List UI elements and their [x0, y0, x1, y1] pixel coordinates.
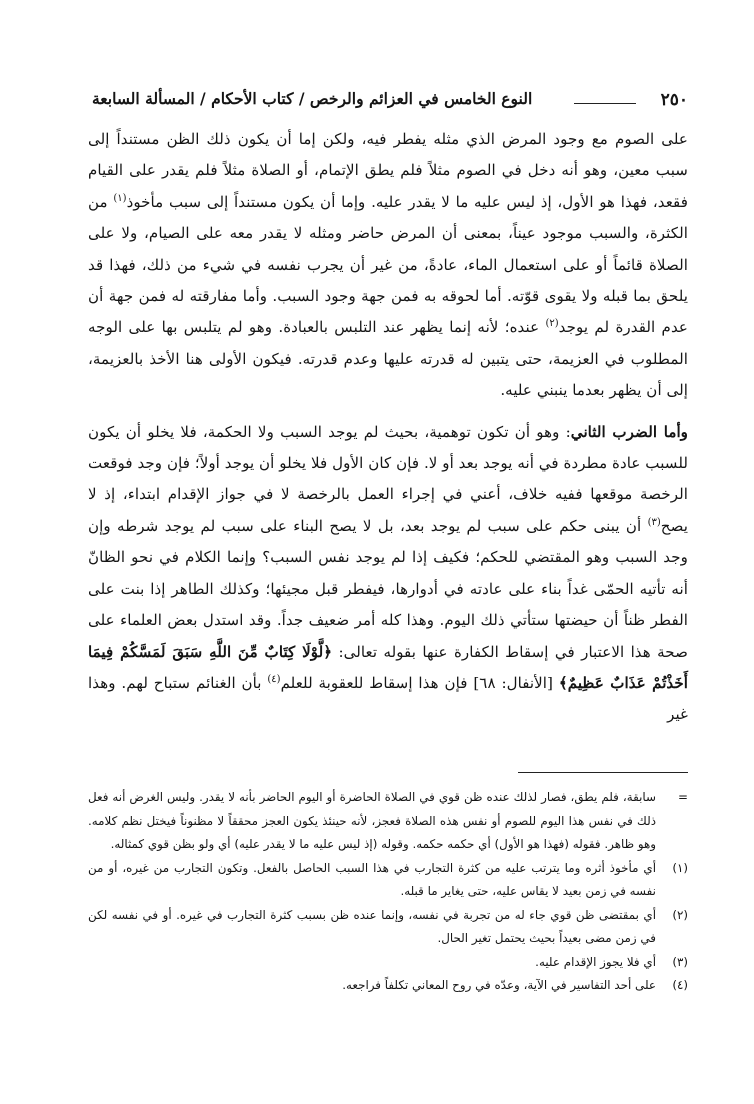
footnote-text: سابقة، فلم يطق، فصار لذلك عنده ظن قوي في الصلاة الحاضرة أو اليوم الحاضر بأنه لا يقدر. وليس الغرض أنه فعل ذلك في نفس هذا اليوم للصوم أو نفس هذه الصلاة فعجز، لأنه حينئذ يكون العجز محققاً لا مظنوناً فيختل نظم كلامه. وهو ظاهر. فقوله (فهذا هو الأول) أي حكمه حكمه. وقوله (إذ ليس عليه ما لا يقدر عليه) أي ولو بظن قوي كمثاله.	[88, 790, 656, 851]
footnote-ref-1[interactable]: (١)	[113, 192, 127, 204]
footnote-ref-4[interactable]: (٤)	[267, 673, 281, 685]
footnotes	[88, 786, 688, 998]
paragraph-2-text-a: : وهو أن تكون توهمية، بحيث لم يوجد السبب ولا الحكمة، فلا يخلو أن يكون للسبب عادة مطردة في أنه يوجد بعد أو لا. فإن كان الأول فلا يخلو أن يوجد أولاً؛ فإن وجد فوقعت الرخصة موقعها ففيه خلاف، أعني في إجراء العمل بالرخصة لا في جواز الإقدام ابتداء، إذ لا يصح	[88, 422, 688, 535]
footnote-text: أي مأخوذ أثره وما يترتب عليه من كثرة التجارب في هذا السبب الحاصل بالفعل. وتكون التجارب من غيره، أو من نفسه في زمن بعيد لا يقاس عليه، حتى يغاير ما قبله.	[88, 860, 656, 898]
paragraph-1-text-b: من الكثرة، والسبب موجود عيناً، بمعنى أن المرض حاضر ومثله لا يقدر معه على الصيام، ولا على الصلاة قائماً أو على استعمال الماء، عادةً، من غير أن يجرب نفسه في شيء من ذلك، فهذا قد يلحق بما قبله ولا يقوى قوّته. أما لحوقه به فمن جهة وجود السبب. وأما مفارقته له فمن جهة أن عدم القدرة لم يوجد	[88, 192, 688, 337]
footnote-1	[88, 857, 688, 904]
paragraph-1-text-a: على الصوم مع وجود المرض الذي مثله يفطر فيه، ولكن إما أن يكون ذلك الظن مستنداً إلى سبب معين، وهو أنه دخل في الصوم مثلاً فلم يطق الإتمام، أو الصلاة مثلاً فلم يقدر على القيام فقعد، فهذا هو الأول، إذ ليس عليه ما لا يقدر عليه. وإما أن يكون مستنداً إلى سبب مأخوذ	[88, 130, 688, 211]
paragraph-2	[88, 417, 688, 731]
footnote-separator	[518, 772, 688, 773]
footnote-mark: (٢)	[672, 907, 688, 922]
page-header	[92, 88, 688, 116]
main-text	[88, 124, 688, 731]
footnote-4	[88, 974, 688, 998]
footnote-ref-2[interactable]: (٢)	[545, 318, 559, 330]
footnote-text: على أحد التفاسير في الآية، وعدّه في روح المعاني تكلفاً فراجعه.	[342, 978, 656, 992]
paragraph-1-text-c: عنده؛ لأنه إنما يظهر عند التلبس بالعبادة. وهو لم يتلبس بها على الوجه المطلوب في العزيمة، حتى يتبين له قدرته عليها وعدم قدرته. فيكون الأولى هنا الأخذ بالعزيمة، إلى أن يظهر بعدما ينبني عليه.	[88, 318, 688, 400]
paragraph-2-text-d: بأن الغنائم ستباح لهم. وهذا غير	[88, 673, 688, 724]
page-number: ٢٥٠	[660, 90, 688, 110]
section-lead: وأما الضرب الثاني	[570, 422, 689, 441]
footnote-mark: (١)	[672, 860, 688, 875]
footnote-continuation	[88, 786, 688, 857]
running-head: النوع الخامس في العزائم والرخص / كتاب الأحكام / المسألة السابعة	[92, 89, 533, 108]
quran-verse: ﴿لَّوْلَا كِتَابٌ مِّنَ اللَّهِ سَبَقَ لَمَسَّكُمْ فِيمَا أَخَذْتُمْ عَذَابٌ عَظِيمٌ﴾	[88, 642, 689, 692]
paragraph-1	[88, 124, 688, 407]
footnote-mark: (٤)	[672, 978, 688, 992]
footnote-2	[88, 904, 688, 951]
footnote-mark: =	[678, 790, 688, 804]
footnote-ref-3[interactable]: (٣)	[647, 516, 661, 528]
paragraph-2-text-b: أن يبنى حكم على سبب لم يوجد بعد، بل لا يصح البناء على سبب لم يوجد شرطه وإن وجد السبب وهو المقتضي للحكم؛ فكيف إذا لم يوجد نفس السبب؟ وإنما الكلام في نحو الظانّ أنه تأتيه الحمّى غداً بناء على عادته في أدوارها، فيفطر قبل مجيئها؛ وكذلك الطاهر إذا بنت على الفطر ظناً أن حيضتها ستأتي ذلك اليوم. وهذا كله أمر ضعيف جداً. وقد استدل بعض العلماء على صحة هذا الاعتبار في إسقاط الكفارة عنها بقوله تعالى:	[88, 516, 688, 661]
footnote-text: أي فلا يجوز الإقدام عليه.	[535, 954, 656, 969]
paragraph-2-text-c: [الأنفال: ٦٨] فإن هذا إسقاط للعقوبة للعلم	[280, 673, 559, 692]
footnote-mark: (٣)	[672, 954, 688, 969]
footnote-text: أي بمقتضى ظن قوي جاء له من تجربة في نفسه، وإنما عنده ظن بسبب كثرة التجارب في غيره. أو في نفسه لكن في زمن مضى بعيداً بحيث يحتمل تغير الحال.	[88, 907, 656, 945]
header-rule	[574, 103, 636, 104]
footnote-3	[88, 951, 688, 975]
